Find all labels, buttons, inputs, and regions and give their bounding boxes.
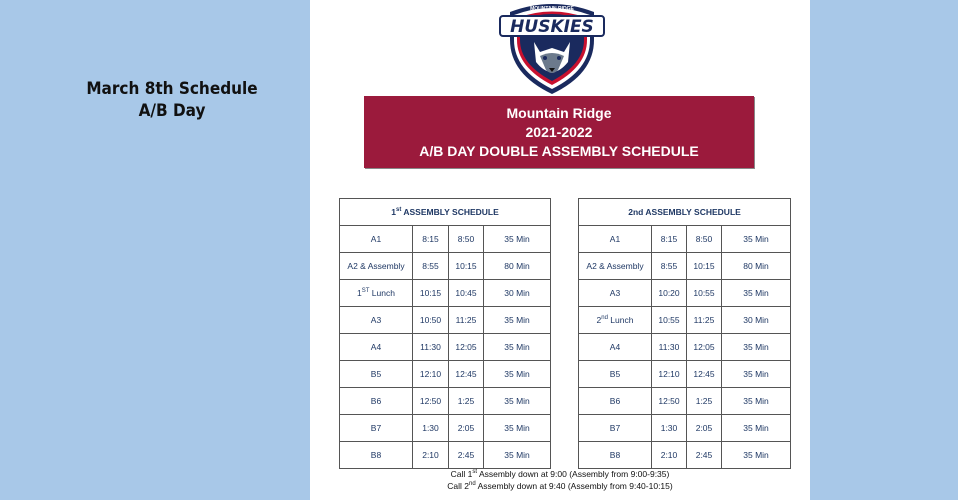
start-time-cell: 1:30 <box>413 415 449 442</box>
start-time-cell: 12:10 <box>652 361 687 388</box>
schedule-row <box>340 280 551 307</box>
schedule-row <box>340 253 551 280</box>
duration-cell: 35 Min <box>484 334 551 361</box>
duration-cell: 35 Min <box>484 415 551 442</box>
schedule-row <box>579 442 791 469</box>
start-time-cell: 8:15 <box>652 226 687 253</box>
caption-line2: A/B Day <box>138 101 206 121</box>
duration-cell: 35 Min <box>484 388 551 415</box>
duration-cell: 30 Min <box>722 307 791 334</box>
schedule-row <box>579 253 791 280</box>
end-time-cell: 1:25 <box>687 388 722 415</box>
period-cell: 1ST Lunch <box>340 280 413 307</box>
duration-cell: 35 Min <box>484 361 551 388</box>
end-time-cell: 10:15 <box>687 253 722 280</box>
duration-cell: 35 Min <box>722 361 791 388</box>
start-time-cell: 8:55 <box>652 253 687 280</box>
start-time-cell: 8:55 <box>413 253 449 280</box>
end-time-cell: 2:05 <box>449 415 484 442</box>
start-time-cell: 10:20 <box>652 280 687 307</box>
start-time-cell: 12:10 <box>413 361 449 388</box>
period-cell: 2nd Lunch <box>579 307 652 334</box>
schedule-row <box>340 361 551 388</box>
end-time-cell: 12:05 <box>449 334 484 361</box>
period-cell: B8 <box>340 442 413 469</box>
start-time-cell: 1:30 <box>652 415 687 442</box>
schedule-row <box>340 442 551 469</box>
duration-cell: 35 Min <box>722 334 791 361</box>
huskies-logo <box>496 0 608 96</box>
end-time-cell: 12:45 <box>687 361 722 388</box>
note-line1: Call 1st Assembly down at 9:00 (Assembly from 9:00-9:35) <box>450 469 670 479</box>
logo-word: HUSKIES <box>510 17 594 37</box>
period-cell: B7 <box>579 415 652 442</box>
period-cell: B6 <box>340 388 413 415</box>
duration-cell: 35 Min <box>722 226 791 253</box>
end-time-cell: 12:05 <box>687 334 722 361</box>
period-cell: B5 <box>579 361 652 388</box>
period-cell: A1 <box>340 226 413 253</box>
schedule-row <box>340 415 551 442</box>
period-cell: B8 <box>579 442 652 469</box>
duration-cell: 35 Min <box>722 388 791 415</box>
banner-school: Mountain Ridge <box>506 105 612 121</box>
assembly-notes <box>310 468 810 492</box>
title-banner <box>364 96 754 168</box>
period-cell: A2 & Assembly <box>340 253 413 280</box>
end-time-cell: 2:05 <box>687 415 722 442</box>
schedule-row <box>579 307 791 334</box>
second-assembly-table <box>578 198 791 469</box>
start-time-cell: 2:10 <box>652 442 687 469</box>
second-table-title: 2nd ASSEMBLY SCHEDULE <box>579 199 791 226</box>
start-time-cell: 12:50 <box>652 388 687 415</box>
duration-cell: 80 Min <box>484 253 551 280</box>
note-line2: Call 2nd Assembly down at 9:40 (Assembly from 9:40-10:15) <box>447 481 673 491</box>
period-cell: B7 <box>340 415 413 442</box>
start-time-cell: 8:15 <box>413 226 449 253</box>
first-table-title: 1st ASSEMBLY SCHEDULE <box>340 199 551 226</box>
schedule-row <box>579 388 791 415</box>
schedule-document <box>310 0 810 500</box>
duration-cell: 35 Min <box>722 442 791 469</box>
end-time-cell: 8:50 <box>449 226 484 253</box>
caption-line1: March 8th Schedule <box>86 79 258 99</box>
duration-cell: 35 Min <box>484 442 551 469</box>
duration-cell: 35 Min <box>484 307 551 334</box>
banner-subtitle: A/B DAY DOUBLE ASSEMBLY SCHEDULE <box>419 143 699 159</box>
start-time-cell: 11:30 <box>652 334 687 361</box>
end-time-cell: 10:45 <box>449 280 484 307</box>
schedule-row <box>340 388 551 415</box>
start-time-cell: 12:50 <box>413 388 449 415</box>
banner-year: 2021-2022 <box>525 124 593 140</box>
schedule-row <box>340 334 551 361</box>
start-time-cell: 10:50 <box>413 307 449 334</box>
first-assembly-table <box>339 198 551 469</box>
schedule-row <box>579 280 791 307</box>
end-time-cell: 8:50 <box>687 226 722 253</box>
end-time-cell: 2:45 <box>449 442 484 469</box>
period-cell: B6 <box>579 388 652 415</box>
end-time-cell: 10:15 <box>449 253 484 280</box>
start-time-cell: 10:15 <box>413 280 449 307</box>
period-cell: A3 <box>579 280 652 307</box>
period-cell: A3 <box>340 307 413 334</box>
period-cell: A4 <box>340 334 413 361</box>
logo-arc-text: MOUNTAIN RIDGE <box>530 6 574 12</box>
duration-cell: 35 Min <box>722 415 791 442</box>
schedule-row <box>340 307 551 334</box>
end-time-cell: 12:45 <box>449 361 484 388</box>
period-cell: A4 <box>579 334 652 361</box>
schedule-row <box>340 226 551 253</box>
duration-cell: 30 Min <box>484 280 551 307</box>
period-cell: A1 <box>579 226 652 253</box>
caption <box>60 78 284 122</box>
duration-cell: 35 Min <box>722 280 791 307</box>
period-cell: B5 <box>340 361 413 388</box>
schedule-row <box>579 361 791 388</box>
schedule-row <box>579 334 791 361</box>
end-time-cell: 11:25 <box>449 307 484 334</box>
end-time-cell: 11:25 <box>687 307 722 334</box>
schedule-row <box>579 226 791 253</box>
duration-cell: 35 Min <box>484 226 551 253</box>
end-time-cell: 2:45 <box>687 442 722 469</box>
end-time-cell: 10:55 <box>687 280 722 307</box>
period-cell: A2 & Assembly <box>579 253 652 280</box>
start-time-cell: 11:30 <box>413 334 449 361</box>
end-time-cell: 1:25 <box>449 388 484 415</box>
start-time-cell: 2:10 <box>413 442 449 469</box>
schedule-row <box>579 415 791 442</box>
start-time-cell: 10:55 <box>652 307 687 334</box>
duration-cell: 80 Min <box>722 253 791 280</box>
